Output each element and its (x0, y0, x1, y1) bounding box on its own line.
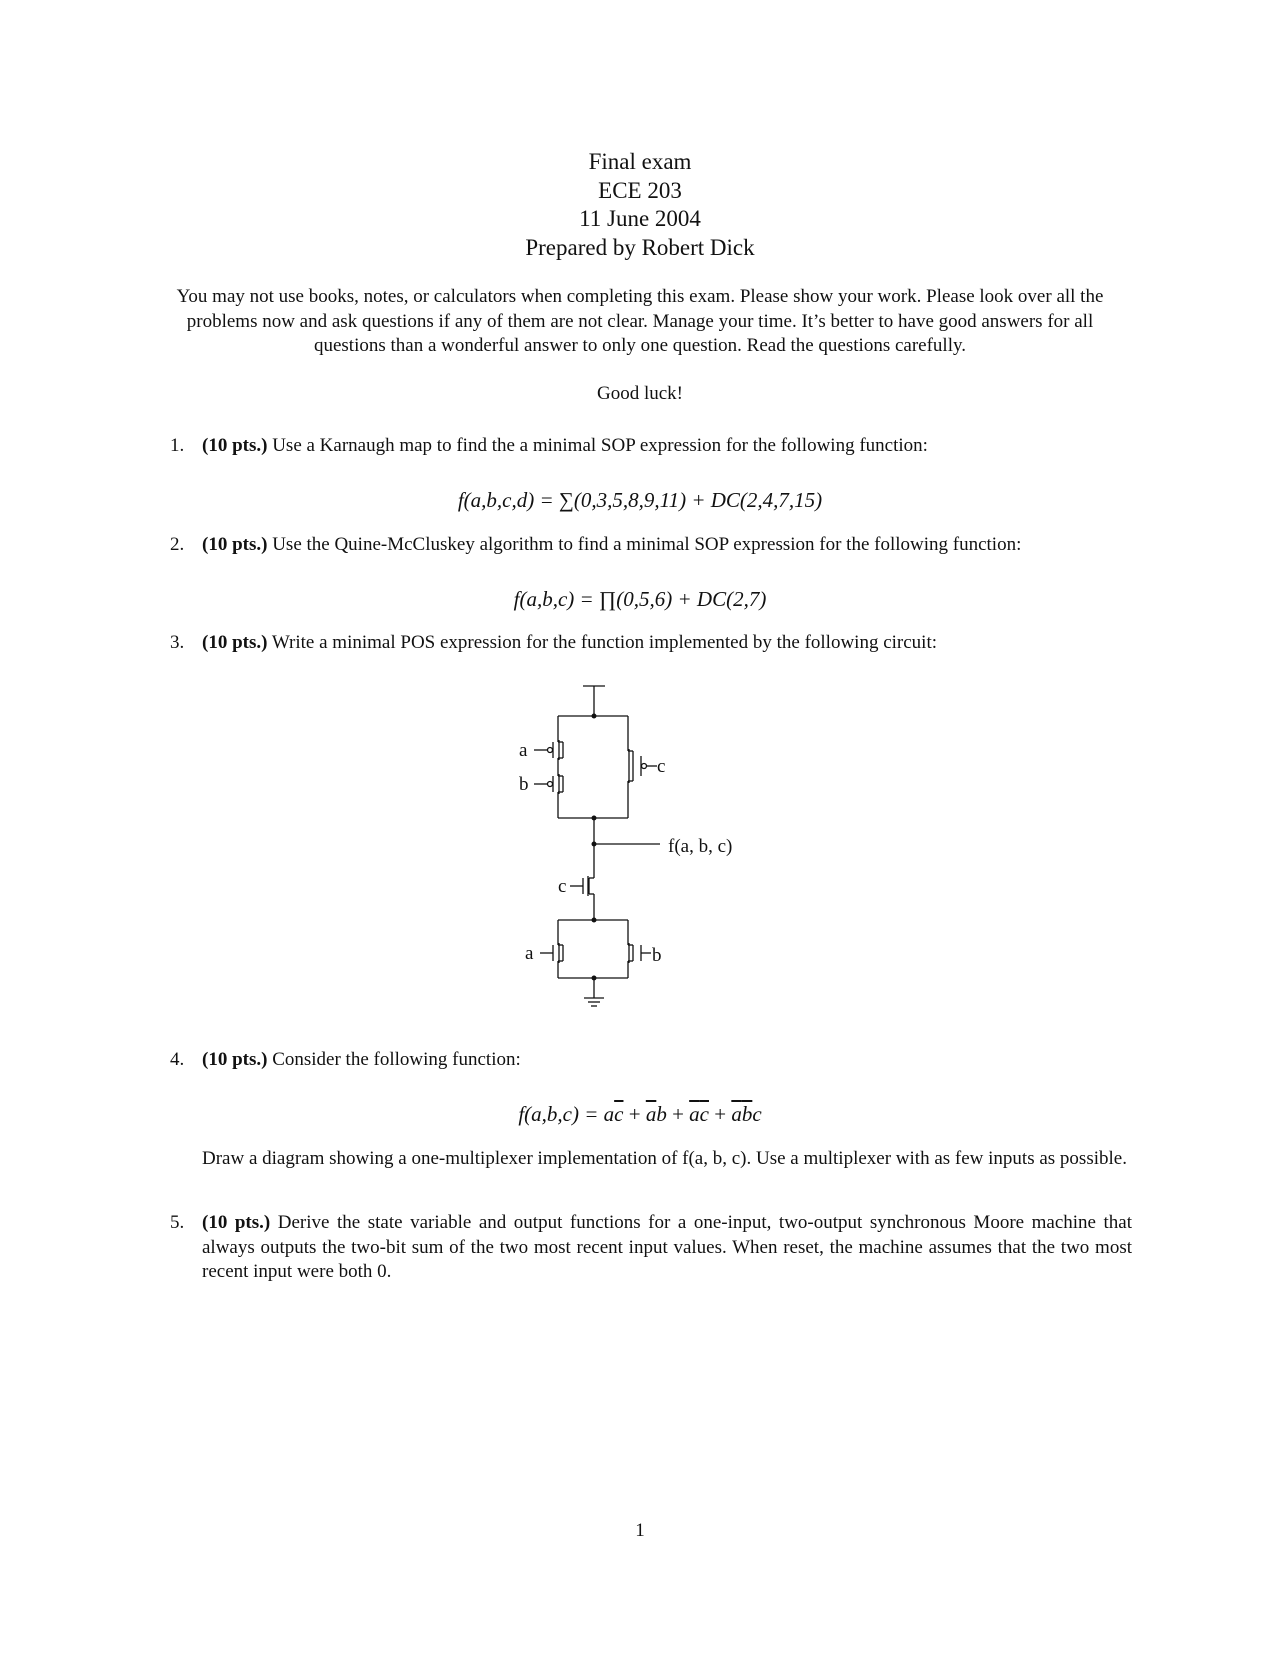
problem-4-points: (10 pts.) (202, 1049, 268, 1070)
exam-title: Final exam (588, 149, 692, 174)
nmos-transistor-c (570, 876, 594, 896)
problem-5-text: Derive the state variable and output functions for a one-input, two-output synchronous Moore machine that always outputs the two-bit sum of the two most recent input values. When reset, the machine assumes that the two most recent input were both 0. (202, 1212, 1133, 1282)
pmos-transistor-c (628, 749, 657, 783)
problem-4-followup: Draw a diagram showing a one-multiplexer implementation of f(a, b, c). Use a multiplexer with as few inputs as possible. (202, 1148, 1127, 1169)
problem-1-number: 1. (170, 435, 185, 456)
instructions: You may not use books, notes, or calculators when completing this exam. Please show your work. Please look over all the problems now and ask questions if any of them are not clear. Manage your time. It’s better to have good answers for all questions than a wonderful answer to only one question. Read the questions carefully. (176, 286, 1104, 356)
exam-author: Prepared by Robert Dick (525, 234, 755, 260)
problem-1-points: (10 pts.) (202, 435, 268, 456)
problem-1-equation: f(a,b,c,d) = ∑(0,3,5,8,9,11) + DC(2,4,7,15) (457, 488, 823, 512)
exam-date: 11 June 2004 (579, 206, 701, 231)
problem-4-equation: $f(a,b,c) = a\overline{c} + \overline{a}b + \overline{a}\overline{c} + \overline{a}\overline{b}c$ (518, 1102, 762, 1126)
circuit-label-b-top: b (519, 774, 529, 795)
course-code: ECE 203 (598, 177, 682, 203)
problem-3-points: (10 pts.) (202, 632, 268, 653)
problem-2-equation: f(a,b,c) = ∏(0,5,6) + DC(2,7) (513, 587, 767, 611)
product-symbol: ∏ (598, 587, 617, 611)
nmos-transistor-a (540, 943, 563, 963)
problem-4-number: 4. (170, 1049, 185, 1070)
ground-symbol (584, 998, 604, 1006)
circuit-output-label: f(a, b, c) (668, 836, 733, 857)
nmos-transistor-b (628, 943, 651, 963)
problem-5 (170, 1211, 1132, 1285)
problem-2-number: 2. (170, 534, 185, 555)
circuit-label-a-bottom: a (525, 943, 534, 964)
problem-3-text: Write a minimal POS expression for the function implemented by the following circuit: (271, 632, 938, 653)
circuit-label-a-top: a (519, 740, 528, 761)
page-number: 1 (635, 1520, 645, 1541)
problem-2-points: (10 pts.) (202, 534, 268, 555)
circuit-label-c-top: c (657, 756, 666, 777)
problem-4 (170, 1048, 1132, 1073)
problem-5-points: (10 pts.) (202, 1212, 271, 1233)
good-luck: Good luck! (596, 383, 683, 404)
pmos-transistor-b (534, 774, 563, 794)
problem-5-number: 5. (170, 1212, 185, 1233)
sum-symbol: ∑ (558, 488, 574, 512)
problem-3-number: 3. (170, 632, 185, 653)
problem-2-text: Use the Quine-McCluskey algorithm to find a minimal SOP expression for the following function: (272, 534, 1022, 555)
problem-4-text: Consider the following function: (272, 1049, 521, 1070)
circuit-label-c-mid: c (558, 876, 567, 897)
pmos-transistor-a (534, 740, 563, 760)
problem-1-text: Use a Karnaugh map to find the a minimal SOP expression for the following function: (272, 435, 928, 456)
circuit-label-b-bottom: b (652, 945, 662, 966)
